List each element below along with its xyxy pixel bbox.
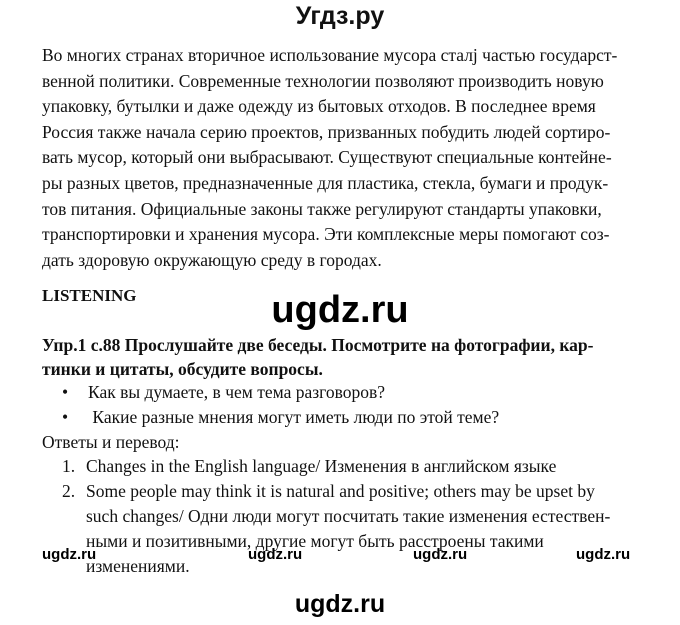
paragraph-line: упаковку, бутылки и даже одежду из бытовых отходов. В последнее время bbox=[42, 96, 596, 117]
watermark-small: ugdz.ru bbox=[413, 546, 468, 563]
answer-number: 2. bbox=[62, 481, 76, 501]
answer-text bbox=[86, 479, 610, 579]
answer-line: Some people may think it is natural and positive; others may be upset by bbox=[86, 481, 595, 501]
watermark-small: ugdz.ru bbox=[42, 546, 97, 563]
watermark-small: ugdz.ru bbox=[576, 546, 631, 563]
answer-line: изменениями. bbox=[86, 556, 190, 576]
bullet-icon: • bbox=[62, 382, 69, 402]
answer-line: ными и позитивными, другие могут быть расстроены такими bbox=[86, 531, 544, 551]
section-heading: LISTENING bbox=[42, 286, 137, 305]
watermark-big: ugdz.ru bbox=[271, 289, 409, 331]
paragraph-line: ры разных цветов, предназначенные для пластика, стекла, бумаги и продук- bbox=[42, 172, 609, 193]
question-list bbox=[62, 380, 499, 430]
list-item bbox=[62, 405, 499, 430]
answer-list bbox=[62, 454, 632, 579]
list-item bbox=[62, 454, 632, 479]
paragraph-line: Россия также начала серию проектов, призванных побудить людей сортиро- bbox=[42, 121, 611, 142]
paragraph-line: венной политики. Современные технологии позволяют производить новую bbox=[42, 70, 604, 91]
question-text: Какие разные мнения могут иметь люди по этой теме? bbox=[88, 407, 500, 427]
watermark-small: ugdz.ru bbox=[248, 546, 303, 563]
question-text: Как вы думаете, в чем тема разговоров? bbox=[88, 382, 386, 402]
main-paragraph bbox=[42, 43, 630, 273]
paragraph-line: Во многих странах вторичное использование мусора сталј частью государст- bbox=[42, 45, 618, 65]
paragraph-line: вать мусор, который они выбрасывают. Существуют специальные контейне- bbox=[42, 147, 612, 168]
site-title: Угдз.ру bbox=[295, 2, 385, 30]
exercise-title-line: тинки и цитаты, обсудите вопросы. bbox=[42, 359, 323, 379]
answer-text bbox=[86, 454, 556, 479]
answer-line: such changes/ Одни люди могут посчитать такие изменения естествен- bbox=[86, 506, 611, 526]
answer-line: Changes in the English language/ Изменения в английском языке bbox=[86, 456, 557, 476]
watermark-bottom: ugdz.ru bbox=[294, 590, 386, 618]
bullet-icon: • bbox=[62, 407, 69, 427]
answers-label: Ответы и перевод: bbox=[42, 432, 180, 452]
exercise-title bbox=[42, 333, 652, 381]
paragraph-line: транспортировки и хранения мусора. Эти комплексные меры помогают соз- bbox=[42, 224, 610, 245]
list-item bbox=[62, 380, 499, 405]
list-item bbox=[62, 479, 632, 579]
answer-number: 1. bbox=[62, 456, 76, 476]
exercise-title-line: Упр.1 с.88 Прослушайте две беседы. Посмотрите на фотографии, кар- bbox=[42, 335, 594, 355]
paragraph-line: тов питания. Официальные законы также регулируют стандарты упаковки, bbox=[42, 198, 602, 219]
paragraph-line: дать здоровую окружающую среду в городах. bbox=[42, 249, 382, 270]
